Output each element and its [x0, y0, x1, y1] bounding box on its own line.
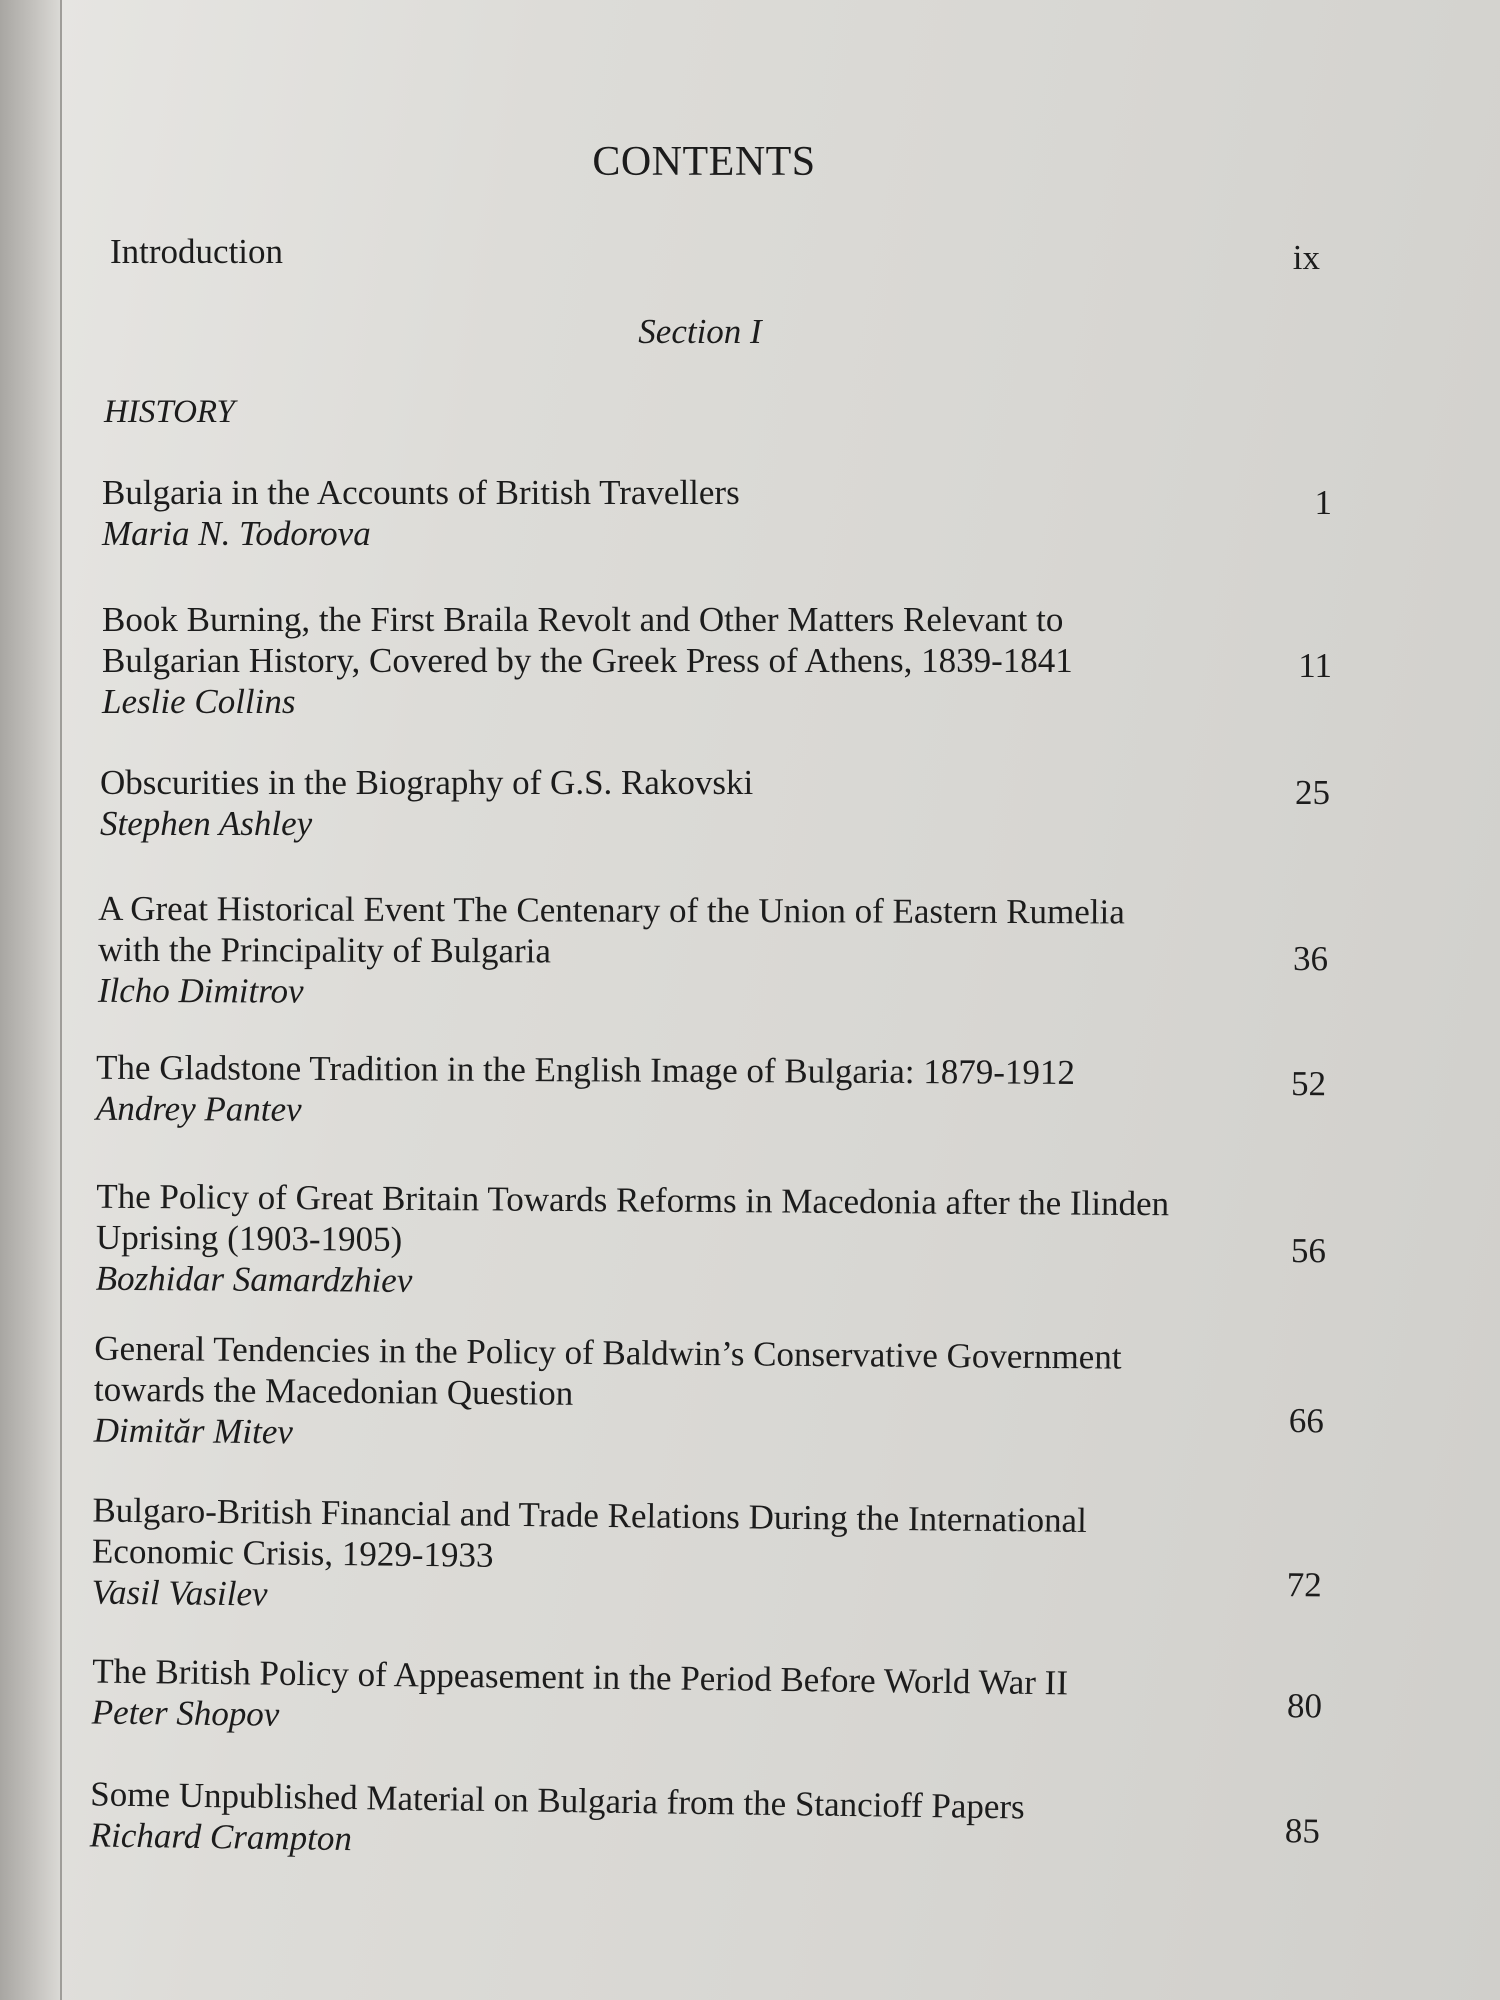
entry-text — [100, 762, 1230, 844]
entry-title-line: Book Burning, the First Braila Revolt and Other Matters Relevant to — [102, 600, 1064, 639]
entry-author: Stephen Ashley — [100, 804, 313, 843]
entry-page-number: 72 — [1286, 1565, 1322, 1605]
entry-title-line: towards the Macedonian Question — [93, 1369, 574, 1413]
entry-title-line: Uprising (1903-1905) — [95, 1217, 403, 1259]
toc-entry — [98, 888, 1328, 1015]
toc-entry — [91, 1490, 1322, 1626]
entry-author: Peter Shopov — [91, 1692, 280, 1734]
entry-page-number: 11 — [1298, 646, 1332, 685]
toc-entry — [100, 762, 1330, 844]
entry-page-number: 25 — [1295, 773, 1330, 812]
entry-author: Andrey Pantev — [95, 1088, 302, 1129]
entry-author: Dimităr Mitev — [93, 1410, 294, 1452]
entry-author: Vasil Vasilev — [91, 1572, 268, 1614]
entry-title-line: Bulgarian History, Covered by the Greek Press of Athens, 1839-1841 — [102, 641, 1073, 680]
entry-title-line: Bulgaria in the Accounts of British Travellers — [102, 473, 740, 512]
toc-entry — [92, 1650, 1323, 1747]
entry-text — [102, 472, 1232, 554]
entry-text — [98, 888, 1228, 1015]
toc-entry — [96, 1047, 1326, 1135]
entry-title-line: The Policy of Great Britain Towards Reforms in Macedonia after the Ilinden — [96, 1176, 1170, 1224]
introduction-label: Introduction — [110, 232, 284, 271]
entry-title-line: Economic Crisis, 1929-1933 — [91, 1531, 494, 1575]
entry-author: Leslie Collins — [102, 682, 296, 721]
toc-entry — [102, 599, 1332, 722]
entry-author: Maria N. Todorova — [102, 514, 371, 553]
entry-page-number: 1 — [1314, 483, 1332, 522]
entry-text — [92, 1650, 1223, 1746]
entry-author: Bozhidar Samardzhiev — [95, 1258, 413, 1300]
entry-text — [96, 1047, 1226, 1135]
entry-title-line: Obscurities in the Biography of G.S. Rakovski — [100, 763, 754, 802]
toc-entry — [96, 1176, 1327, 1308]
introduction-entry — [110, 232, 1320, 282]
entry-text — [93, 1328, 1224, 1461]
entry-title-line: General Tendencies in the Policy of Baldwin’s Conservative Government — [94, 1328, 1122, 1377]
entry-page-number: 66 — [1288, 1401, 1324, 1441]
entry-page-number: 85 — [1284, 1811, 1321, 1851]
entry-title-line: The British Policy of Appeasement in the Period Before World War II — [92, 1651, 1069, 1703]
entry-author: Richard Crampton — [89, 1815, 353, 1859]
page-title: CONTENTS — [592, 139, 816, 185]
entry-page-number: 36 — [1292, 939, 1329, 979]
toc-entry — [93, 1328, 1324, 1462]
section-heading: HISTORY — [104, 394, 235, 430]
entry-title-line: Some Unpublished Material on Bulgaria from the Stancioff Papers — [90, 1774, 1025, 1827]
entry-text — [89, 1773, 1220, 1871]
entry-page-number: 80 — [1286, 1686, 1323, 1726]
entry-title-line: A Great Historical Event The Centenary of the Union of Eastern Rumelia — [98, 888, 1125, 932]
entry-text — [96, 1176, 1227, 1307]
entry-text — [91, 1490, 1222, 1625]
toc-entry — [102, 472, 1332, 554]
entry-text — [102, 599, 1232, 722]
introduction-page-number: ix — [1292, 238, 1320, 277]
entry-page-number: 52 — [1290, 1064, 1327, 1104]
toc-entry — [89, 1773, 1320, 1872]
entry-title-line: Bulgaro-British Financial and Trade Relations During the International — [92, 1490, 1088, 1540]
entry-title-line: with the Principality of Bulgaria — [97, 929, 552, 971]
entry-page-number: 56 — [1290, 1231, 1327, 1271]
entry-title-line: The Gladstone Tradition in the English Image of Bulgaria: 1879-1912 — [96, 1047, 1076, 1092]
section-label: Section I — [638, 312, 762, 351]
entry-author: Ilcho Dimitrov — [97, 970, 304, 1011]
